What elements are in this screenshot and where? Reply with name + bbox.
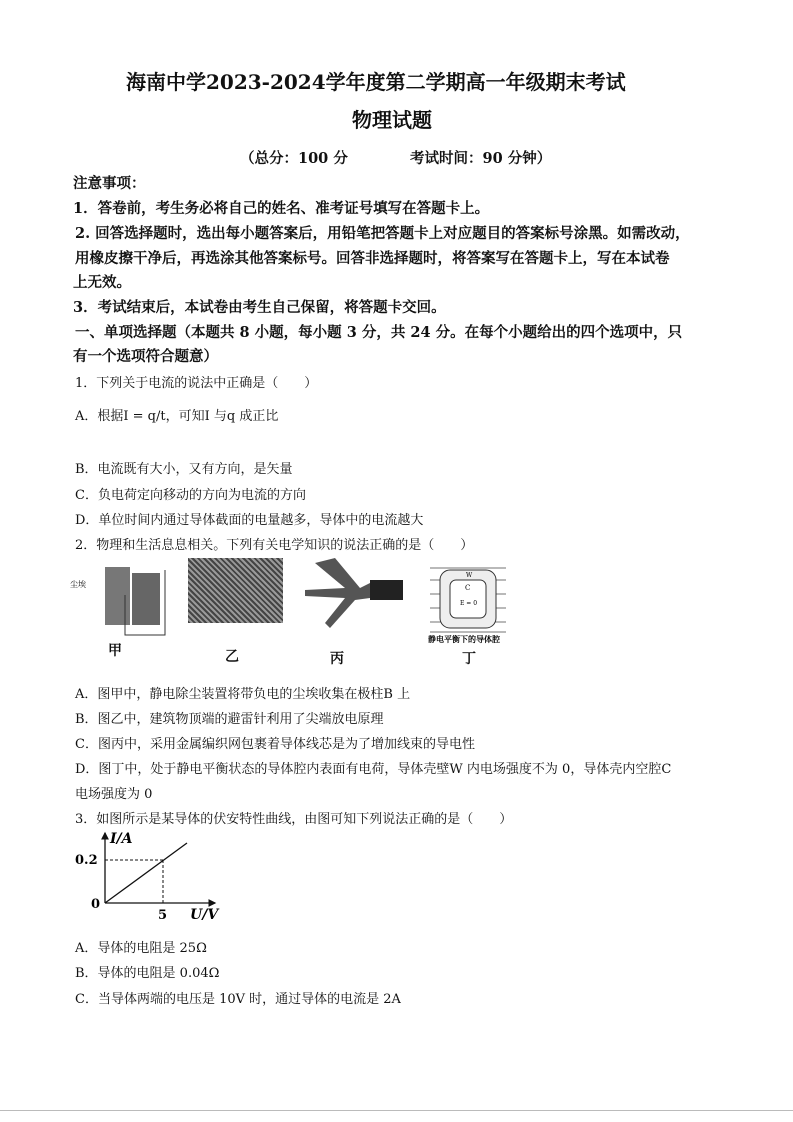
caption-yi: 乙 [225,649,239,665]
subject-title: 物理试题 [352,108,432,132]
figure-yi-lightning-photo [188,558,283,623]
q1-option-b: B．电流既有大小，又有方向，是矢量 [75,462,293,477]
q1-stem: 1．下列关于电流的说法中正确是（ ） [75,376,318,391]
caption-jia: 甲 [108,643,122,659]
svg-text:0: 0 [91,897,101,912]
score-info: （总分：100 分 [240,150,348,167]
figure-bing-cable [305,558,405,628]
section-heading: 一、单项选择题（本题共 8 小题，每小题 3 分，共 24 分。在每个小题给出的四个选项中，只 [75,324,683,341]
q3-stem: 3．如图所示是某导体的伏安特性曲线，由图可知下列说法正确的是（ ） [75,812,513,827]
caption-ding: 丁 [462,651,476,667]
q2-option-d-cont: 电场强度为 0 [75,787,153,802]
figure-jia-dust-collector [70,555,180,640]
notice-2c: 上无效。 [73,274,131,291]
svg-text:C: C [465,584,471,592]
svg-text:E = 0: E = 0 [460,600,478,607]
notice-2b: 用橡皮擦干净后，再选涂其他答案标号。回答非选择题时，将答案写在答题卡上，写在本试卷 [75,250,670,267]
svg-text:W: W [466,572,473,579]
notice-heading: 注意事项： [73,175,146,192]
iv-graph [75,828,235,923]
conductor-caption: 静电平衡下的导体腔 [428,634,500,644]
svg-text:0.2: 0.2 [75,853,98,868]
section-heading-2: 有一个选项符合题意） [73,348,218,365]
q3-option-a: A．导体的电阻是 25Ω [75,941,207,956]
time-info: 考试时间：90 分钟） [410,150,552,167]
q1-option-c: C．负电荷定向移动的方向为电流的方向 [75,488,306,503]
caption-bing: 丙 [330,651,344,667]
q2-option-a: A．图甲中，静电除尘装置将带负电的尘埃收集在极柱B 上 [75,687,411,702]
svg-text:5: 5 [158,908,168,923]
q2-option-d: D．图丁中，处于静电平衡状态的导体腔内表面有电荷，导体壳壁W 内电场强度不为 0，导体壳内空腔C [75,762,672,777]
q2-stem: 2．物理和生活息息相关。下列有关电学知识的说法正确的是（ ） [75,538,474,553]
svg-text:U/V: U/V [190,907,219,923]
q3-option-c: C．当导体两端的电压是 10V 时，通过导体的电流是 2A [75,992,401,1007]
q3-option-b: B．导体的电阻是 0.04Ω [75,966,220,981]
q2-option-c: C．图丙中，采用金属编织网包裹着导体线芯是为了增加线束的导电性 [75,737,475,752]
q2-option-b: B．图乙中，建筑物顶端的避雷针利用了尖端放电原理 [75,712,384,727]
figure-ding-conductor-cavity [428,560,508,645]
q1-option-a: A．根据I = q/t，可知I 与q 成正比 [75,409,279,424]
dust-label: 尘埃 [70,580,86,589]
notice-2: 2. 回答选择题时，选出每小题答案后，用铅笔把答题卡上对应题目的答案标号涂黑。如需改动， [75,225,690,242]
svg-text:I/A: I/A [110,831,133,847]
q1-option-d: D．单位时间内通过导体截面的电量越多，导体中的电流越大 [75,513,424,528]
page-bottom-rule [0,1110,793,1111]
notice-3: 3．考试结束后，本试卷由考生自己保留，将答题卡交回。 [73,299,446,316]
notice-1: 1．答卷前，考生务必将自己的姓名、准考证号填写在答题卡上。 [73,200,490,217]
exam-title: 海南中学2023-2024学年度第二学期高一年级期末考试 [126,70,626,94]
